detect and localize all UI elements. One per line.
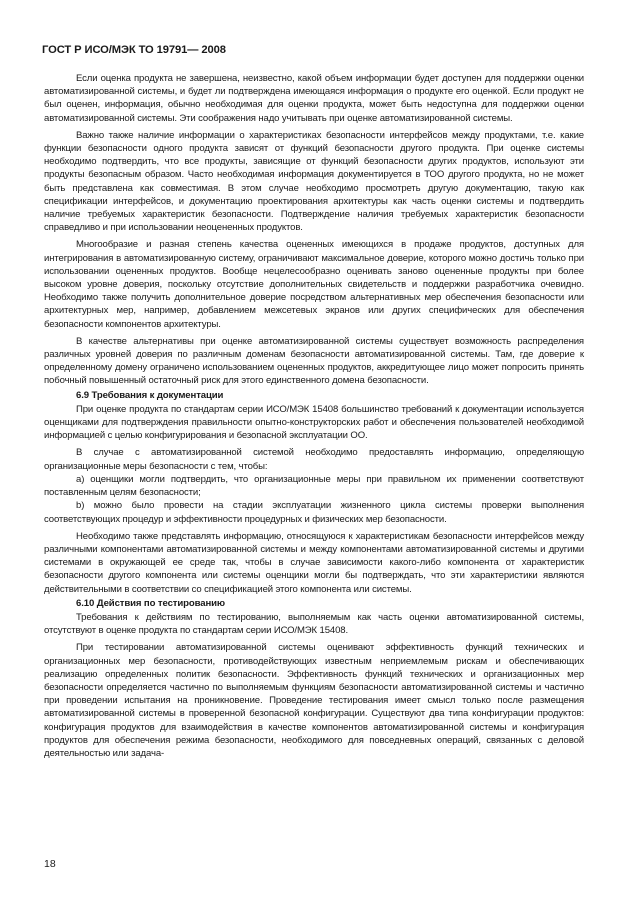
list-item-b: b) можно было провести на стадии эксплуатации жизненного цикла системы проверки выполнения соответствующих процедур и эффективности процедурных и физических мер безопасности. bbox=[44, 500, 584, 525]
paragraph-testing-process: При тестировании автоматизированной системы оценивают эффективность функций технических и организационных мер безопасности, противодействующих известным неприемлемым рискам и обеспечивающих реализацию определенных политик безопасности. Эффективность функций технических и организационных мер безопасности определяется частично по выполняемым функциям безопасности автоматизированной системы и частично при проведении испытания на проникновение. Проведение тестирования имеет смысл только после размещения автоматизированной системы в проверенной безопасной конфигурации. Существуют два типа конфигурации продуктов: конфигурация продуктов для взаимодействия в качестве компонентов автоматизированной системы и конфигурация продуктов для обеспечения режима безопасности, необходимого для повседневных операций, связанных с деловой деятельностью или задача- bbox=[44, 642, 584, 759]
paragraph-system-information: В случае с автоматизированной системой необходимо предоставлять информацию, определяющую организационные меры безопасности с тем, чтобы: bbox=[44, 447, 584, 472]
section-heading-6-10: 6.10 Действия по тестированию bbox=[76, 597, 226, 609]
list-item-a: a) оценщики могли подтвердить, что организационные меры при правильном их применении соответствуют поставленным целям безопасности; bbox=[44, 473, 584, 499]
paragraph-product-diversity: Многообразие и разная степень качества оцененных имеющихся в продаже продуктов, доступных для интегрирования в автоматизированную систему, ограничивают максимальное доверие, которого можно достичь только при использовании оцененных продуктов. Вообще нецелесообразно оценивать заново оцененные продукты при более высоком уровне доверия, поскольку отсутствие дополнительных свидетельств и поддержки разработчика очевидно. Необходимо также получить дополнительное доверие посредством альтернативных мер обеспечения безопасности или архитектурных мер, например, добавлением межсетевых экранов или других специфических для обеспечения безопасности компонентов архитектуры. bbox=[44, 239, 584, 330]
paragraph-testing-requirements: Требования к действиям по тестированию, выполняемым как часть оценки автоматизированной системы, отсутствуют в оценке продукта по стандартам серии ИСО/МЭК 15408. bbox=[44, 611, 584, 637]
page-number: 18 bbox=[44, 858, 56, 870]
paragraph-product-evaluation-incomplete: Если оценка продукта не завершена, неизвестно, какой объем информации будет доступен для поддержки оценки автоматизированной системы, и будет ли подтверждена имеющаяся информация о продукте его оценкой. Если продукт не был оценен, информация, обычно необходимая для оценки продукта, может быть недоступна для поддержки оценки автоматизированной системы. Эти соображения надо учитывать при оценке автоматизированной системы. bbox=[44, 73, 584, 124]
paragraph-documentation-requirements: При оценке продукта по стандартам серии ИСО/МЭК 15408 большинство требований к документации используется оценщиками для подтверждения правильности опытно-конструкторских работ и обеспечения пользователей необходимой информацией с целью конфигурирования и безопасной эксплуатации ОО. bbox=[44, 403, 584, 442]
paragraph-interface-security: Важно также наличие информации о характеристиках безопасности интерфейсов между продуктами, т.е. какие функции безопасности одного продукта зависят от функций безопасности другого продукта. При оценке системы необходимо подтвердить, что все продукты, зависящие от функций безопасности других продуктов, используют эти продукты безопасным образом. Часто необходимая информация документируется в ТОО другого продукта, но не может быть представлена как совместимая. В этом случае необходимо просмотреть другую документацию, такую как спецификации интерфейсов, и документацию проектирования архитектуры как часть оценки системы и подтвердить наличие требуемых характеристик безопасности. Подтверждение наличия требуемых характеристик безопасности справедливо и при использовании неоцененных продуктов. bbox=[44, 129, 584, 234]
paragraph-interface-characteristics: Необходимо также представлять информацию, относящуюся к характеристикам безопасности интерфейсов между различными компонентами автоматизированной системы и между компонентами автоматизированной системы и другими системами в окружающей ее среде так, чтобы в случае зависимости какого-либо компонента от характеристик безопасности другого компонента или системы оценщики могли бы подтверждать, что эти характеристики являются действительными в соответствии со спецификацией этого компонента или системы. bbox=[44, 530, 584, 595]
paragraph-assurance-domains: В качестве альтернативы при оценке автоматизированной системы существует возможность распределения различных уровней доверия по различным доменам безопасности автоматизированной системы. Там, где доверие к определенному домену ограничено использованием оцененных продуктов, аккредитующее лицо может попросить принять побочный повышенный остаточный риск для этого единственного домена безопасности. bbox=[44, 335, 584, 387]
document-body bbox=[44, 72, 584, 760]
document-header: ГОСТ Р ИСО/МЭК ТО 19791— 2008 bbox=[42, 44, 226, 56]
section-heading-6-9: 6.9 Требования к документации bbox=[76, 389, 224, 401]
